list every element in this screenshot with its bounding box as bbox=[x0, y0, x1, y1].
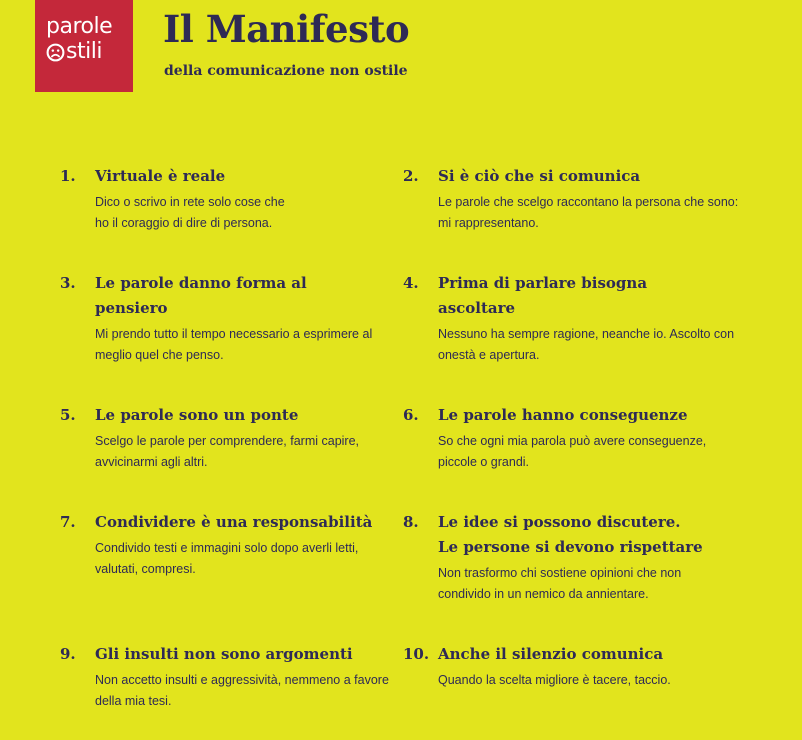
item-body bbox=[95, 670, 389, 712]
item-number: 10. bbox=[403, 645, 430, 663]
item-body-line: Mi prendo tutto il tempo necessario a esprimere al bbox=[95, 327, 373, 341]
item-number: 8. bbox=[403, 513, 419, 531]
sad-face-icon bbox=[46, 43, 65, 62]
item-heading bbox=[438, 510, 703, 560]
item-heading-line: ascoltare bbox=[438, 299, 516, 317]
item-body-line: So che ogni mia parola può avere conseguenze, bbox=[438, 434, 707, 448]
item-body bbox=[95, 324, 372, 366]
item-body-line: Condivido testi e immagini solo dopo averli letti, bbox=[95, 541, 359, 555]
item-body-line: Le parole che scelgo raccontano la persona che sono: bbox=[438, 195, 739, 209]
item-body-line: avvicinarmi agli altri. bbox=[95, 455, 208, 469]
item-heading-line: Le parole hanno conseguenze bbox=[438, 406, 688, 424]
item-body-line: mi rappresentano. bbox=[438, 216, 539, 230]
item-body-line: della mia tesi. bbox=[95, 694, 172, 708]
logo-line-1: parole bbox=[46, 14, 113, 39]
item-heading bbox=[95, 642, 353, 667]
item-heading bbox=[95, 271, 307, 321]
item-body bbox=[438, 192, 738, 234]
item-heading-line: Condividere è una responsabilità bbox=[95, 513, 373, 531]
item-heading-line: Si è ciò che si comunica bbox=[438, 167, 641, 185]
item-body-line: meglio quel che penso. bbox=[95, 348, 224, 362]
parole-ostili-logo bbox=[35, 0, 133, 92]
item-heading-line: Le persone si devono rispettare bbox=[438, 538, 703, 556]
page-subtitle: della comunicazione non ostile bbox=[164, 63, 408, 79]
item-heading bbox=[95, 510, 372, 535]
item-body-line: Scelgo le parole per comprendere, farmi capire, bbox=[95, 434, 360, 448]
item-heading-line: Gli insulti non sono argomenti bbox=[95, 645, 353, 663]
item-body-line: Non accetto insulti e aggressività, nemmeno a favore bbox=[95, 673, 389, 687]
item-number: 5. bbox=[60, 406, 76, 424]
item-heading bbox=[438, 642, 663, 667]
item-heading-line: Virtuale è reale bbox=[95, 167, 226, 185]
item-heading bbox=[438, 271, 647, 321]
item-number: 4. bbox=[403, 274, 419, 292]
item-number: 9. bbox=[60, 645, 76, 663]
item-number: 6. bbox=[403, 406, 419, 424]
item-number: 2. bbox=[403, 167, 419, 185]
logo-line-2-row bbox=[46, 40, 102, 64]
item-number: 7. bbox=[60, 513, 76, 531]
item-body bbox=[438, 563, 681, 605]
item-heading bbox=[438, 164, 640, 189]
item-body bbox=[438, 670, 671, 691]
item-body-line: onestà e apertura. bbox=[438, 348, 540, 362]
item-body bbox=[95, 192, 285, 234]
item-heading-line: Le idee si possono discutere. bbox=[438, 513, 681, 531]
item-body-line: Nessuno ha sempre ragione, neanche io. Ascolto con bbox=[438, 327, 735, 341]
item-heading bbox=[95, 403, 298, 428]
item-number: 1. bbox=[60, 167, 76, 185]
item-heading-line: Le parole sono un ponte bbox=[95, 406, 299, 424]
logo-line-2: stili bbox=[66, 39, 102, 64]
item-heading bbox=[438, 403, 688, 428]
page-title: Il Manifesto bbox=[163, 7, 410, 51]
item-body-line: Quando la scelta migliore è tacere, taccio. bbox=[438, 673, 671, 687]
item-body-line: Non trasformo chi sostiene opinioni che non bbox=[438, 566, 682, 580]
item-body-line: Dico o scrivo in rete solo cose che bbox=[95, 195, 285, 209]
item-body-line: piccole o grandi. bbox=[438, 455, 530, 469]
item-heading-line: Anche il silenzio comunica bbox=[438, 645, 664, 663]
item-body-line: condivido in un nemico da annientare. bbox=[438, 587, 649, 601]
item-heading-line: pensiero bbox=[95, 299, 168, 317]
item-number: 3. bbox=[60, 274, 76, 292]
item-body-line: ho il coraggio di dire di persona. bbox=[95, 216, 273, 230]
item-body bbox=[95, 538, 358, 580]
item-body bbox=[438, 324, 734, 366]
item-heading-line: Prima di parlare bisogna bbox=[438, 274, 648, 292]
item-heading-line: Le parole danno forma al bbox=[95, 274, 307, 292]
item-heading bbox=[95, 164, 225, 189]
item-body bbox=[95, 431, 359, 473]
item-body-line: valutati, compresi. bbox=[95, 562, 196, 576]
item-body bbox=[438, 431, 706, 473]
